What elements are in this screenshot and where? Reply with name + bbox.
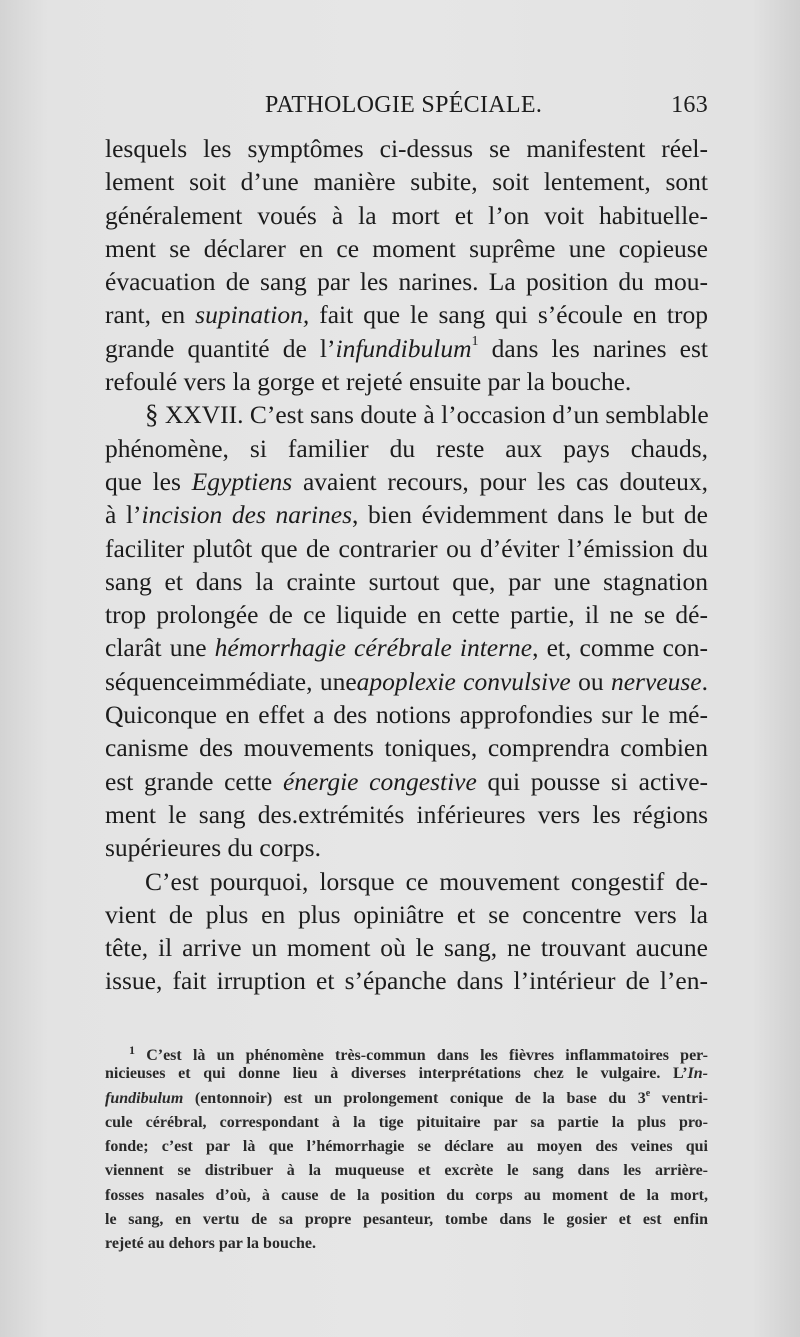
text-segment: ventri- bbox=[650, 1089, 709, 1107]
text-line: phénomène, si familier du reste aux pays chauds, bbox=[105, 433, 708, 463]
text-segment: que les bbox=[105, 466, 192, 496]
text-segment: à l’ bbox=[105, 500, 142, 530]
text-segment: dans les narines est bbox=[478, 333, 708, 363]
italic-term: infundibulum bbox=[335, 333, 472, 363]
text-segment: nicieuses et qui donne lieu à diverses interprétations chez le vulgaire. L’ bbox=[105, 1065, 688, 1083]
text-segment: XXVII. C’est sans doute à l’occasion d’un semblable bbox=[158, 400, 709, 430]
text-line: ment se déclarer en ce moment suprême une copieuse bbox=[105, 233, 708, 263]
text-segment: clarât une bbox=[105, 633, 215, 663]
text-line bbox=[105, 398, 708, 431]
italic-term: apoplexie convulsive bbox=[356, 666, 571, 696]
italic-term: énergie congestive bbox=[282, 766, 477, 796]
text-segment: grande quantité de l’ bbox=[105, 333, 336, 363]
italic-term: In- bbox=[687, 1065, 708, 1083]
text-segment: C’est là un phénomène très-commun dans les fièvres inflammatoires per- bbox=[135, 1047, 708, 1064]
text-segment: qui pousse si active- bbox=[476, 766, 708, 796]
text-line: canisme des mouvements toniques, comprendra combien bbox=[105, 733, 708, 763]
footnote-line bbox=[105, 1038, 708, 1062]
italic-term: supination, bbox=[195, 300, 310, 330]
footnote-reference: 1 bbox=[471, 333, 479, 349]
text-line: évacuation de sang par les narines. La position du mou- bbox=[105, 267, 708, 297]
text-segment: est grande cette bbox=[105, 766, 283, 796]
text-segment: rant, en bbox=[105, 300, 196, 330]
text-line bbox=[105, 631, 708, 664]
footnote-line: rejeté au dehors par la bouche. bbox=[105, 1235, 316, 1253]
text-segment: ou bbox=[570, 666, 611, 696]
text-segment: , bien évidemment dans le but de bbox=[352, 500, 708, 530]
text-line: généralement voués à la mort et l’on voit habituelle- bbox=[105, 200, 708, 230]
footnote bbox=[105, 1038, 708, 1257]
text-line: tête, il arrive un moment où le sang, ne trouvant aucune bbox=[105, 933, 708, 963]
running-head: PATHOLOGIE SPÉCIALE. bbox=[265, 92, 543, 118]
text-line: Quiconque en effet a des notions approfondies sur le mé- bbox=[105, 700, 708, 730]
text-segment: (entonnoir) est un prolongement conique de la base du 3 bbox=[183, 1089, 646, 1107]
italic-term: nerveuse bbox=[610, 666, 702, 696]
text-segment: fait que le sang qui s’écoule en trop bbox=[309, 300, 708, 330]
text-line: lesquels les symptômes ci-dessus se manifestent réel- bbox=[105, 134, 708, 163]
footnote-line bbox=[105, 1062, 708, 1086]
text-line: refoulé vers la gorge et rejeté ensuite par la bouche. bbox=[105, 367, 632, 397]
footnote-line: viennent se distribuer à la muqueuse et excrète le sang dans les arrière- bbox=[105, 1162, 708, 1180]
footnote-line: le sang, en vertu de sa propre pesanteur, tombe dans le gosier et est enfin bbox=[105, 1211, 708, 1229]
text-line: ment le sang des.extrémités inférieures vers les régions bbox=[105, 799, 708, 829]
text-segment: , et, comme con- bbox=[532, 633, 708, 663]
text-line bbox=[105, 332, 708, 365]
text-line bbox=[105, 498, 708, 531]
text-line bbox=[105, 665, 708, 698]
italic-term: Egyptiens bbox=[191, 466, 293, 496]
text-segment: séquenceimmédiate, une bbox=[105, 666, 357, 696]
text-line bbox=[105, 765, 708, 798]
text-line: vient de plus en plus opiniâtre et se concentre vers la bbox=[105, 899, 708, 929]
text-segment: avaient recours, pour les cas douteux, bbox=[292, 466, 708, 496]
italic-term: fundibulum bbox=[105, 1089, 184, 1107]
footnote-line: fonde; c’est par là que l’hémorrhagie se déclare au moyen des veines qui bbox=[105, 1138, 708, 1156]
footnote-line bbox=[105, 1087, 708, 1111]
text-line bbox=[105, 465, 708, 498]
text-line: issue, fait irruption et s’épanche dans l’intérieur de l’en- bbox=[105, 966, 708, 996]
footnote-number: 1 bbox=[129, 1043, 135, 1057]
text-line bbox=[105, 298, 708, 331]
page-number: 163 bbox=[671, 92, 708, 118]
footnote-line: fosses nasales d’où, à cause de la position du corps au moment de la mort, bbox=[105, 1186, 708, 1204]
page-header bbox=[105, 92, 708, 124]
text-line: trop prolongée de ce liquide en cette partie, il ne se dé- bbox=[105, 600, 708, 630]
text-segment: . bbox=[701, 666, 708, 696]
text-line: lement soit d’une manière subite, soit lentement, sont bbox=[105, 167, 708, 197]
text-line: C’est pourquoi, lorsque ce mouvement congestif de- bbox=[145, 866, 708, 896]
text-line: faciliter plutôt que de contrarier ou d’éviter l’émission du bbox=[105, 533, 708, 563]
italic-term: hémorrhagie cérébrale interne bbox=[214, 633, 533, 663]
italic-term: incision des narines bbox=[141, 500, 353, 530]
text-line: supérieures du corps. bbox=[105, 833, 321, 863]
superscript: e bbox=[645, 1087, 651, 1099]
section-mark: § bbox=[145, 399, 159, 430]
body-text bbox=[105, 132, 708, 998]
text-line: sang et dans la crainte surtout que, par une stagnation bbox=[105, 566, 708, 596]
footnote-line: cule cérébral, correspondant à la tige pituitaire par sa partie la plus pro- bbox=[105, 1113, 708, 1131]
